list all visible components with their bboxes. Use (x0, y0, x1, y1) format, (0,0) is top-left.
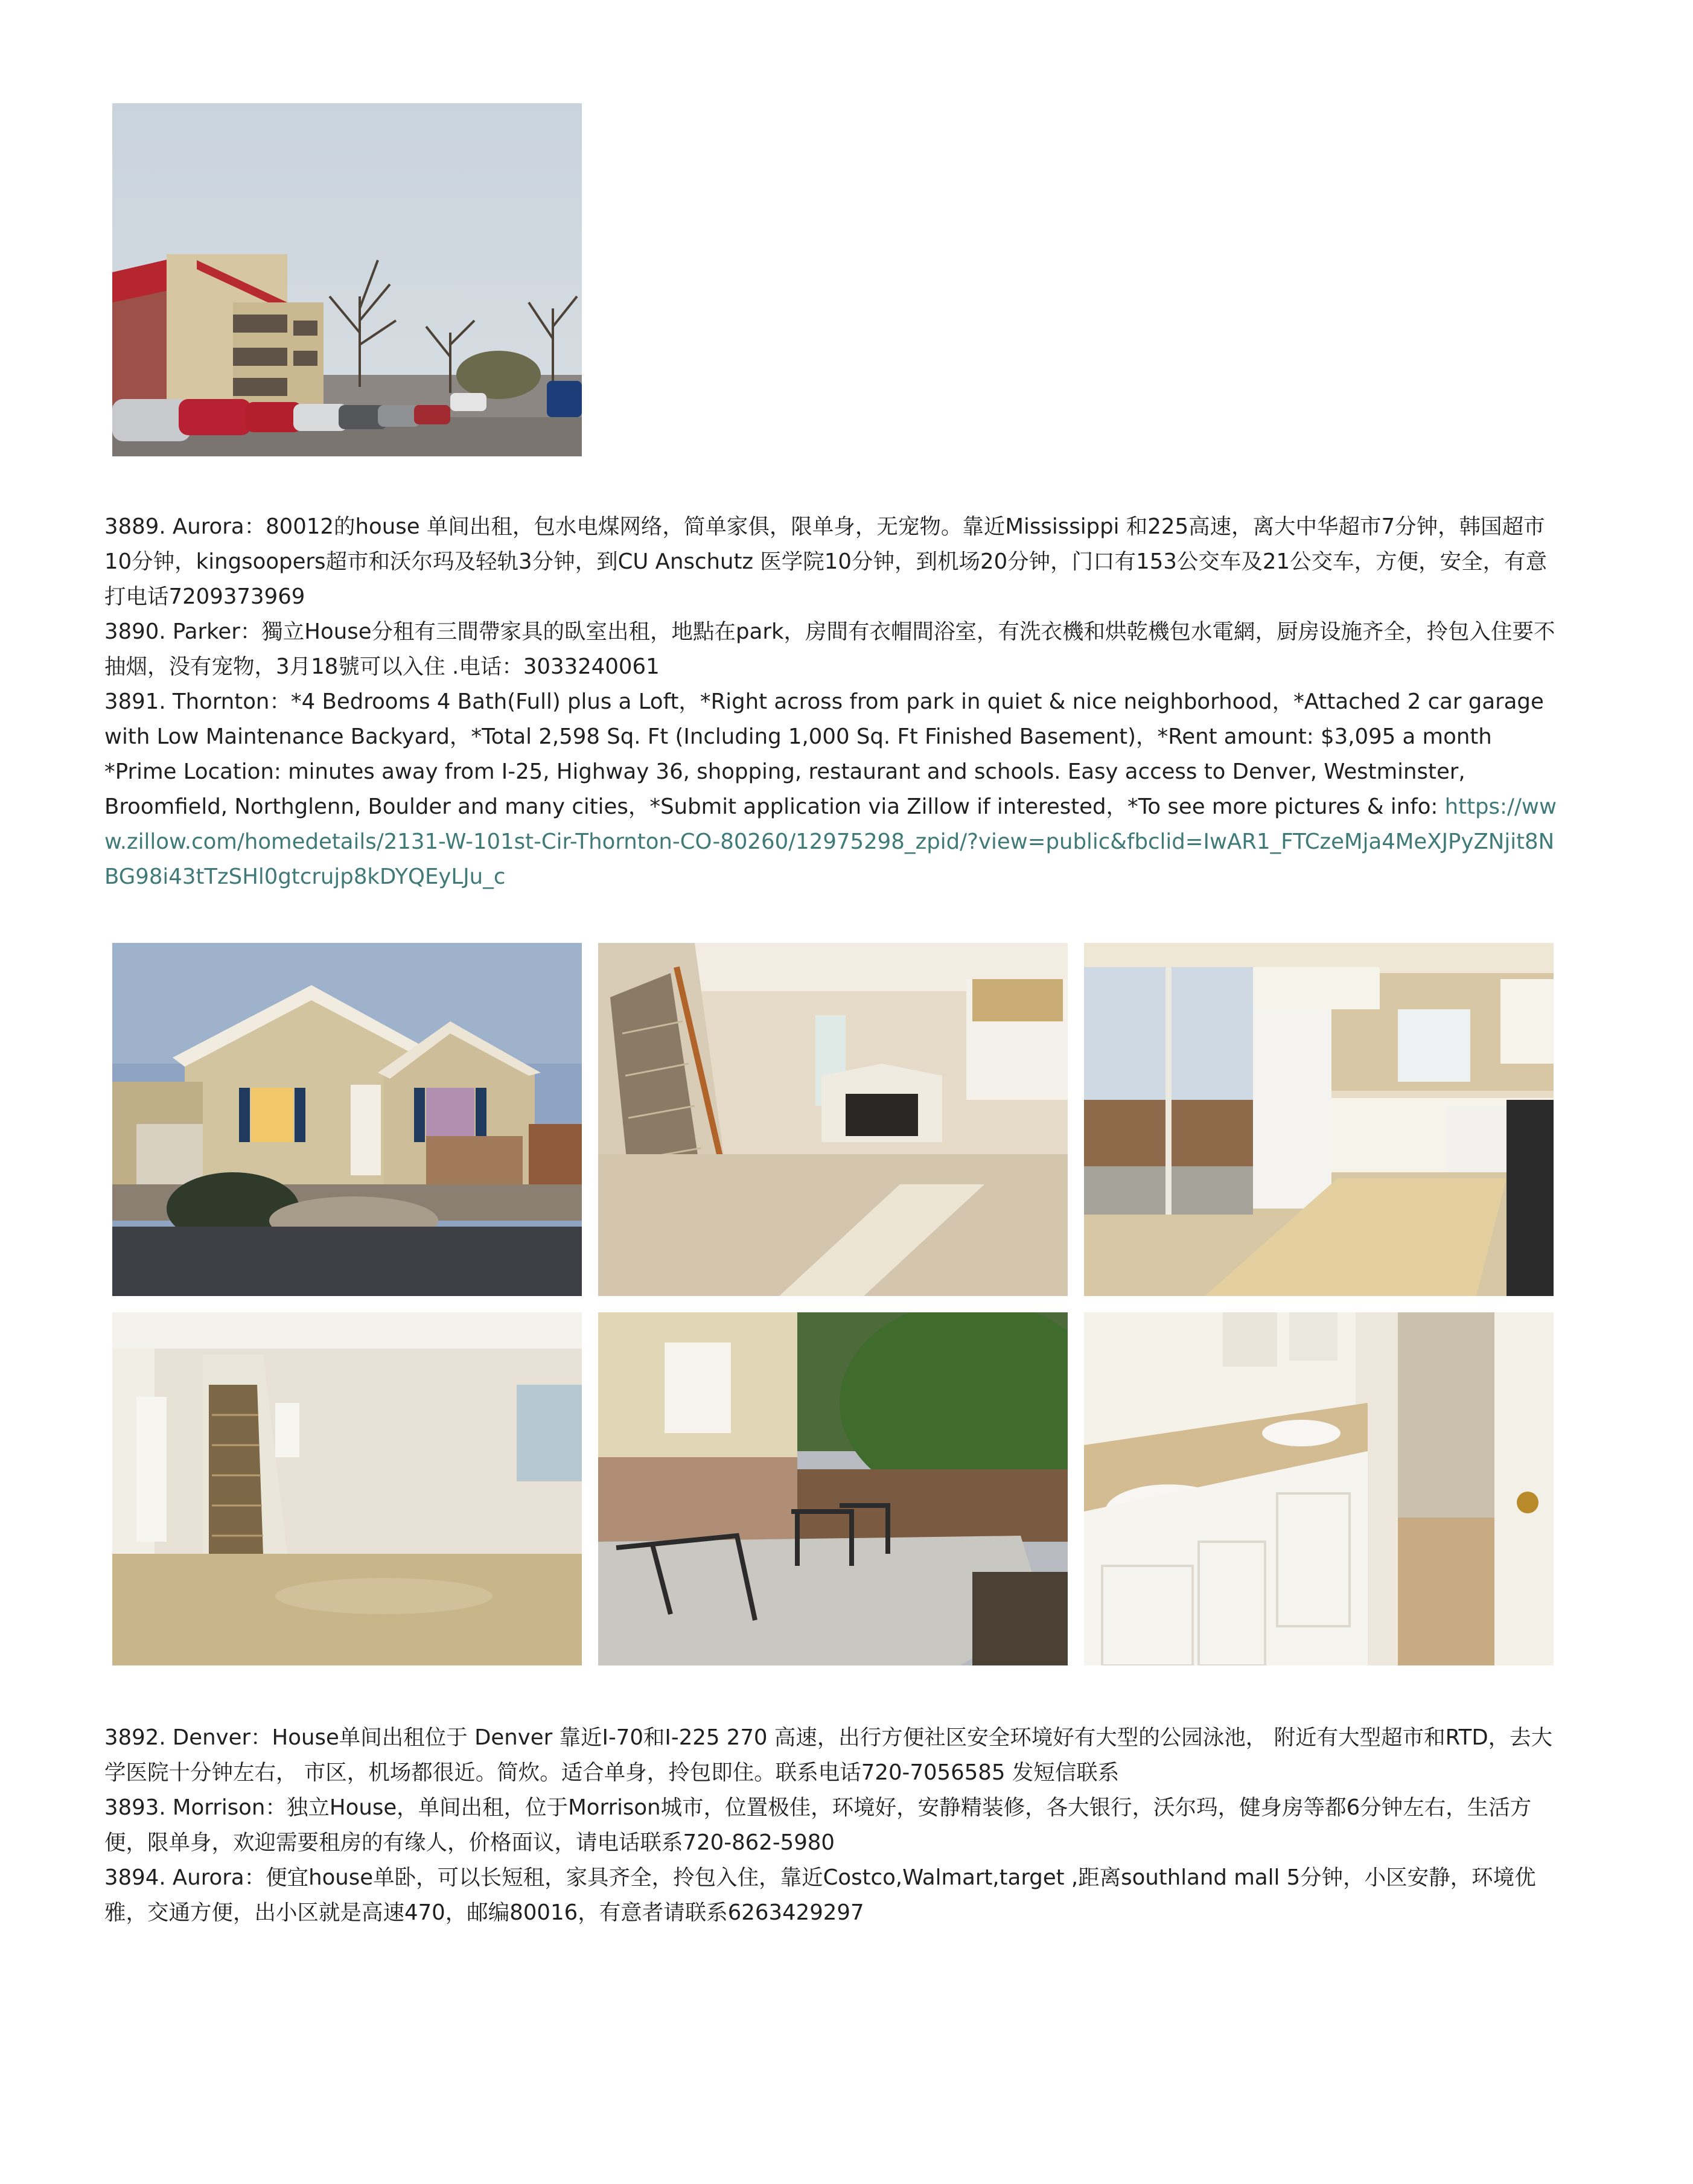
listing-3891-location-text: *Prime Location: minutes away from I-25, Highway 36, shopping, restaurant and schools. Easy access to Denver, Westminster, Broomfield, Northglenn, Boulder and many cities，*Submit application via Zillow if interested，*To see more pictures & info: (104, 759, 1465, 819)
basement-photo (112, 1312, 582, 1665)
listing-3891-details: 3891. Thornton：*4 Bedrooms 4 Bath(Full) plus a Loft，*Right across from park in quiet & nice neighborhood，*Attached 2 car garage with Low Maintenance Backyard，*Total 2,598 Sq. Ft (Including 1,000 Sq. Ft Finished Basement)，*Rent amount: $3,095 a month (104, 689, 1544, 749)
kitchen-photo (1084, 943, 1554, 1296)
listing-3889: 3889. Aurora：80012的house 单间出租，包水电煤网络，简单家俱，限单身，无宠物。靠近Mississippi 和225高速，离大中华超市7分钟，韩国超市10分钟，kingsoopers超市和沃尔玛及轻轨3分钟，到CU Anschutz 医学院10分钟，到机场20分钟，门口有153公交车及21公交车，方便，安全，有意打电话7209373969 (104, 514, 1548, 609)
house-exterior-photo (112, 943, 582, 1296)
listings-block-top (104, 509, 1565, 895)
backyard-patio-photo (598, 1312, 1068, 1665)
listing-3894: 3894. Aurora：便宜house单卧，可以长短租，家具齐全，拎包入住，靠近Costco,Walmart,target ,距离southland mall 5分钟，小区安静，环境优雅，交通方便，出小区就是高速470，邮编80016，有意者请联系6263429297 (104, 1865, 1536, 1925)
listing-3893: 3893. Morrison：独立House，单间出租，位于Morrison城市，位置极佳，环境好，安静精装修，各大银行，沃尔玛，健身房等都6分钟左右，生活方便，限单身，欢迎需要租房的有缘人，价格面议，请电话联系720-862-5980 (104, 1795, 1532, 1855)
listing-3890: 3890. Parker：獨立House分租有三間帶家具的臥室出租，地點在park，房間有衣帽間浴室，有洗衣機和烘乾機包水電網，厨房设施齐全，拎包入住要不抽烟，没有宠物，3月18號可以入住 .电话：3033240061 (104, 619, 1555, 679)
listing-3892: 3892. Denver：House单间出租位于 Denver 靠近I-70和I-225 270 高速，出行方便社区安全环境好有大型的公园泳池， 附近有大型超市和RTD，去大学医院十分钟左右， 市区，机场都很近。简炊。适合单身，拎包即住。联系电话720-7056585 发短信联系 (104, 1725, 1553, 1785)
listing-3891-location (104, 755, 1565, 895)
apartment-building-photo (112, 103, 582, 456)
bathroom-vanity-photo (1084, 1312, 1554, 1665)
zillow-link[interactable]: https://www.zillow.com/homedetails/2131-W-101st-Cir-Thornton-CO-80260/12975298_zpid/?view=public&fbclid=IwAR1_FTCzeMja4MeXJPyZNjit8NBG98i43tTzSHl0gtcrujp8kDYQEyLJu_c (104, 794, 1557, 889)
living-room-stairs-photo (598, 943, 1068, 1296)
listings-block-bottom (104, 1720, 1565, 1930)
